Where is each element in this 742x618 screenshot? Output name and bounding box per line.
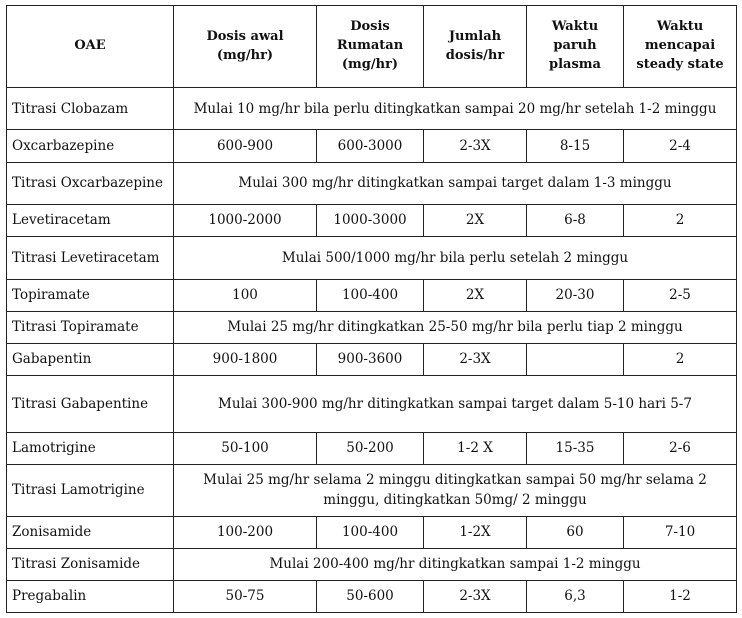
steady-state-cell: 7-10 [624, 516, 737, 548]
drug-name: Titrasi Oxcarbazepine [7, 162, 174, 204]
dosis-awal-cell: 50-100 [174, 432, 317, 464]
drug-name: Titrasi Zonisamide [7, 548, 174, 580]
steady-state-cell: 1-2 [624, 580, 737, 612]
jumlah-dosis-cell: 1-2 X [424, 432, 527, 464]
header-oae: OAE [7, 6, 174, 88]
jumlah-dosis-cell: 2-3X [424, 343, 527, 375]
drug-name: Zonisamide [7, 516, 174, 548]
oae-dosage-table [6, 5, 737, 613]
waktu-paruh-cell: 20-30 [527, 279, 624, 311]
header-steady-state: Waktu mencapai steady state [624, 6, 737, 88]
dosis-rumatan-cell: 100-400 [317, 279, 424, 311]
table-row [7, 464, 737, 516]
drug-name: Oxcarbazepine [7, 130, 174, 162]
table-row [7, 237, 737, 279]
drug-name: Titrasi Topiramate [7, 311, 174, 343]
drug-name: Topiramate [7, 279, 174, 311]
dosis-rumatan-cell: 600-3000 [317, 130, 424, 162]
dosis-rumatan-cell: 100-400 [317, 516, 424, 548]
jumlah-dosis-cell: 2X [424, 205, 527, 237]
steady-state-cell: 2 [624, 343, 737, 375]
drug-name: Titrasi Levetiracetam [7, 237, 174, 279]
table-row [7, 343, 737, 375]
table-row [7, 375, 737, 432]
waktu-paruh-cell: 60 [527, 516, 624, 548]
waktu-paruh-cell: 15-35 [527, 432, 624, 464]
steady-state-cell: 2-4 [624, 130, 737, 162]
titration-note: Mulai 25 mg/hr selama 2 minggu ditingkatkan sampai 50 mg/hr selama 2 minggu, ditingkatkan 50mg/ 2 minggu [174, 464, 737, 516]
waktu-paruh-cell: 6-8 [527, 205, 624, 237]
table-row [7, 88, 737, 130]
dosis-awal-cell: 600-900 [174, 130, 317, 162]
table-row [7, 130, 737, 162]
drug-name: Titrasi Gabapentine [7, 375, 174, 432]
drug-name: Gabapentin [7, 343, 174, 375]
waktu-paruh-cell [527, 343, 624, 375]
titration-note: Mulai 25 mg/hr ditingkatkan 25-50 mg/hr bila perlu tiap 2 minggu [174, 311, 737, 343]
titration-note: Mulai 200-400 mg/hr ditingkatkan sampai 1-2 minggu [174, 548, 737, 580]
header-waktu-paruh: Waktu paruh plasma [527, 6, 624, 88]
header-dosis-awal: Dosis awal (mg/hr) [174, 6, 317, 88]
titration-note: Mulai 300-900 mg/hr ditingkatkan sampai target dalam 5-10 hari 5-7 [174, 375, 737, 432]
titration-note: Mulai 300 mg/hr ditingkatkan sampai target dalam 1-3 minggu [174, 162, 737, 204]
titration-note: Mulai 500/1000 mg/hr bila perlu setelah 2 minggu [174, 237, 737, 279]
drug-name: Levetiracetam [7, 205, 174, 237]
dosis-rumatan-cell: 50-200 [317, 432, 424, 464]
waktu-paruh-cell: 6,3 [527, 580, 624, 612]
steady-state-cell: 2 [624, 205, 737, 237]
titration-note: Mulai 10 mg/hr bila perlu ditingkatkan sampai 20 mg/hr setelah 1-2 minggu [174, 88, 737, 130]
dosis-rumatan-cell: 900-3600 [317, 343, 424, 375]
table-row [7, 516, 737, 548]
dosis-awal-cell: 100 [174, 279, 317, 311]
jumlah-dosis-cell: 2-3X [424, 130, 527, 162]
dosis-awal-cell: 100-200 [174, 516, 317, 548]
table-row [7, 279, 737, 311]
drug-name: Titrasi Lamotrigine [7, 464, 174, 516]
steady-state-cell: 2-5 [624, 279, 737, 311]
dosis-awal-cell: 1000-2000 [174, 205, 317, 237]
steady-state-cell: 2-6 [624, 432, 737, 464]
dosis-awal-cell: 900-1800 [174, 343, 317, 375]
header-jumlah-dosis: Jumlah dosis/hr [424, 6, 527, 88]
jumlah-dosis-cell: 1-2X [424, 516, 527, 548]
drug-name: Lamotrigine [7, 432, 174, 464]
table-header-row [7, 6, 737, 88]
header-dosis-rumatan: Dosis Rumatan (mg/hr) [317, 6, 424, 88]
table-row [7, 311, 737, 343]
dosis-awal-cell: 50-75 [174, 580, 317, 612]
jumlah-dosis-cell: 2X [424, 279, 527, 311]
waktu-paruh-cell: 8-15 [527, 130, 624, 162]
table-row [7, 580, 737, 612]
table-row [7, 205, 737, 237]
dosis-rumatan-cell: 1000-3000 [317, 205, 424, 237]
jumlah-dosis-cell: 2-3X [424, 580, 527, 612]
dosis-rumatan-cell: 50-600 [317, 580, 424, 612]
table-row [7, 548, 737, 580]
table-row [7, 432, 737, 464]
table-row [7, 162, 737, 204]
drug-name: Titrasi Clobazam [7, 88, 174, 130]
drug-name: Pregabalin [7, 580, 174, 612]
